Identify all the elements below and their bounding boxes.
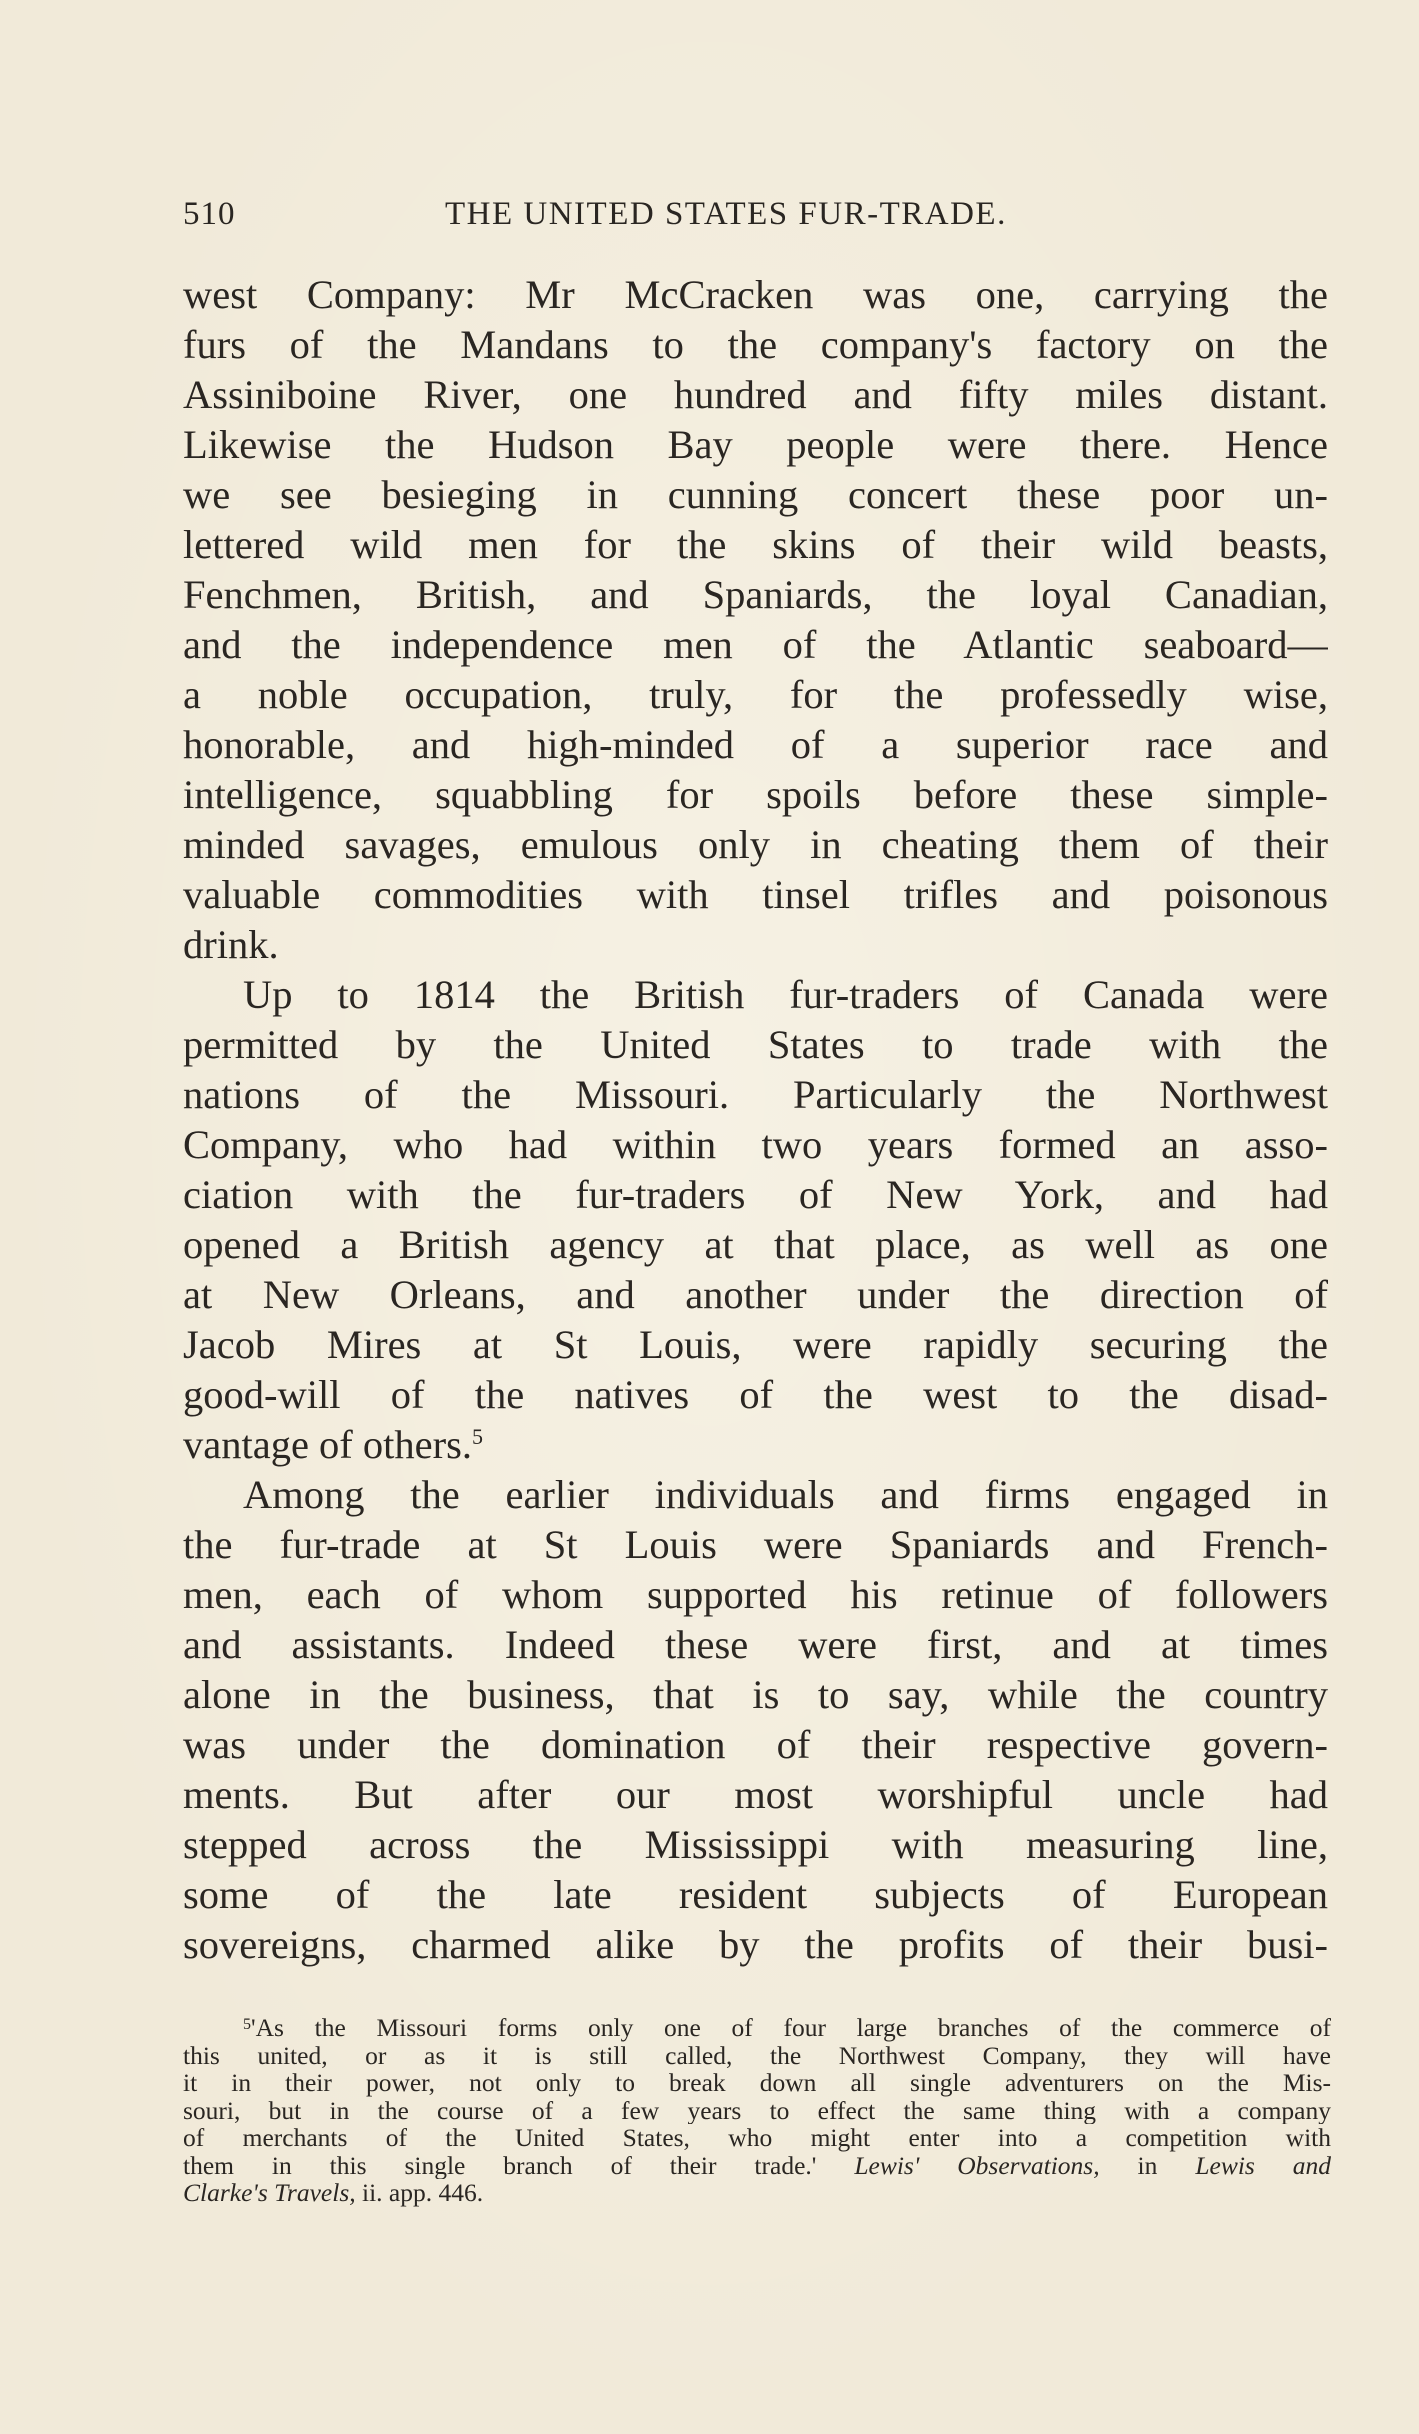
footnote [183, 2014, 1331, 2207]
text-line: west Company: Mr McCracken was one, carrying the [183, 272, 1328, 317]
text-line: Assiniboine River, one hundred and fifty miles distant. [183, 372, 1328, 417]
body-text [183, 270, 1328, 1970]
text-line: Up to 1814 the British fur-traders of Canada were [243, 972, 1328, 1017]
text-line: Among the earlier individuals and firms engaged in [243, 1472, 1328, 1517]
citation-work: Lewis and [1195, 2151, 1331, 2179]
text-line: ments. But after our most worshipful uncle had [183, 1772, 1328, 1817]
footnote-line [183, 2152, 1331, 2180]
footnote-line: this united, or as it is still called, the Northwest Company, they will have [183, 2041, 1331, 2069]
text-line: good-will of the natives of the west to the disad- [183, 1372, 1328, 1417]
text-line: ciation with the fur-traders of New York, and had [183, 1172, 1328, 1217]
footnote-line [183, 2179, 1331, 2207]
text-line: furs of the Mandans to the company's factory on the [183, 322, 1328, 367]
citation-tail: ii. app. 446. [362, 2179, 484, 2207]
text-line: men, each of whom supported his retinue of followers [183, 1572, 1328, 1617]
text-line: Likewise the Hudson Bay people were there. Hence [183, 422, 1328, 467]
text-line: stepped across the Mississippi with measuring line, [183, 1822, 1328, 1867]
text-line: vantage of others. [183, 1422, 473, 1467]
citation-work: Observations, [957, 2151, 1100, 2179]
citation-in: in [1137, 2151, 1158, 2179]
text-line: and assistants. Indeed these were first, and at times [183, 1622, 1328, 1667]
footnote-line [183, 2014, 1331, 2042]
footnote-line: it in their power, not only to break down all single adventurers on the Mis- [183, 2069, 1331, 2097]
text-line: a noble occupation, truly, for the professedly wise, [183, 672, 1328, 717]
footnote-marker: 5 [243, 2016, 251, 2033]
text-line-with-footnote-ref [183, 1420, 1328, 1470]
footnote-line: of merchants of the United States, who might enter into a competition with [183, 2124, 1331, 2152]
text-line: and the independence men of the Atlantic seaboard— [183, 622, 1328, 667]
running-title: THE UNITED STATES FUR-TRADE. [445, 196, 1007, 232]
text-line: permitted by the United States to trade with the [183, 1022, 1328, 1067]
text-line: valuable commodities with tinsel trifles and poisonous [183, 872, 1328, 917]
footnote-text: them in this single branch of their trade.' [183, 2151, 817, 2179]
text-line: Fenchmen, British, and Spaniards, the loyal Canadian, [183, 572, 1328, 617]
text-line: intelligence, squabbling for spoils before these simple- [183, 772, 1328, 817]
text-line: we see besieging in cunning concert these poor un- [183, 472, 1328, 517]
text-line: the fur-trade at St Louis were Spaniards and French- [183, 1522, 1328, 1567]
text-line: Jacob Mires at St Louis, were rapidly securing the [183, 1322, 1328, 1367]
running-head [183, 196, 1338, 236]
text-line: at New Orleans, and another under the direction of [183, 1272, 1328, 1317]
text-line: sovereigns, charmed alike by the profits of their busi- [183, 1922, 1328, 1967]
text-line: lettered wild men for the skins of their wild beasts, [183, 522, 1328, 567]
text-line: some of the late resident subjects of European [183, 1872, 1328, 1917]
footnote-line: souri, but in the course of a few years to effect the same thing with a company [183, 2096, 1331, 2124]
text-line: honorable, and high-minded of a superior race and [183, 722, 1328, 767]
footnote-text: 'As the Missouri forms only one of four large branches of the commerce of [251, 2014, 1331, 2042]
text-line: was under the domination of their respective govern- [183, 1722, 1328, 1767]
citation-work: Clarke's Travels, [183, 2179, 356, 2207]
text-line: alone in the business, that is to say, while the country [183, 1672, 1328, 1717]
text-line: opened a British agency at that place, as well as one [183, 1222, 1328, 1267]
text-line: nations of the Missouri. Particularly the Northwest [183, 1072, 1328, 1117]
text-line: minded savages, emulous only in cheating them of their [183, 822, 1328, 867]
page-number: 510 [183, 196, 236, 232]
text-line: drink. [183, 922, 279, 967]
footnote-reference: 5 [472, 1424, 484, 1449]
text-line: Company, who had within two years formed an asso- [183, 1122, 1328, 1167]
citation-author: Lewis' [854, 2151, 920, 2179]
